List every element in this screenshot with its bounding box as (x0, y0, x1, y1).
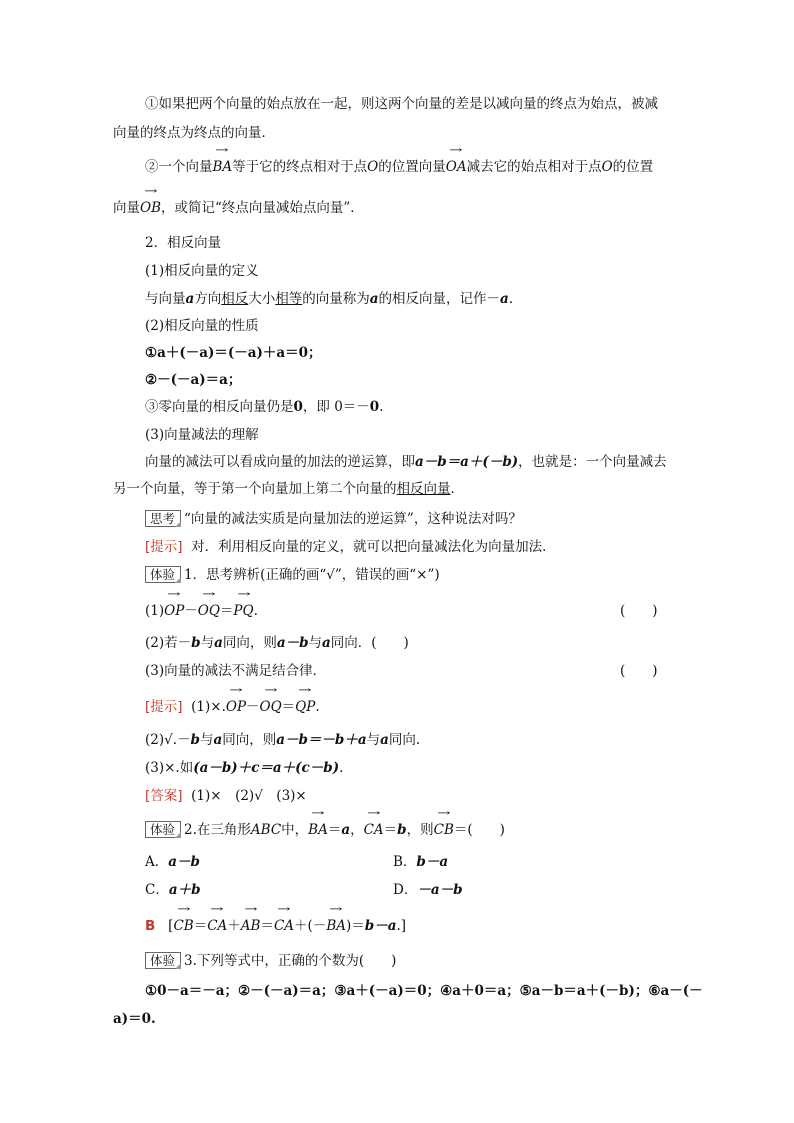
answer-blank-3: ( ) (620, 663, 658, 679)
question-1: (1)→ OP－→ OQ＝→ PQ. (145, 601, 258, 621)
option-a: A．a－b (145, 854, 200, 870)
section-2-heading: 2．相反向量 (145, 235, 222, 251)
option-d: D．－a－b (393, 882, 463, 898)
exercise-tag-3: 体验 (145, 952, 181, 969)
subtraction-line-2: 另一个向量，等于第一个向量加上第二个向量的相反向量． (113, 481, 464, 497)
property-2: ②－(－a)＝a； (145, 372, 242, 388)
paragraph-2-line-1: ②一个向量→ BA等于它的终点相对于点O的位置向量→ OA减去它的始点相对于点O的位置 (145, 157, 653, 177)
subtraction-line-1: 向量的减法可以看成向量的加法的逆运算，即a－b＝a＋(－b)，也就是：一个向量减去 (145, 454, 667, 470)
answer-tag: [答案] (145, 788, 183, 804)
paragraph-2-line-2: 向量→ OB，或简记“终点向量减始点向量”． (113, 198, 364, 218)
exercise-2-title: 体验 2.在三角形ABC中，→ BA＝a，→ CA＝b，则→ CB＝( ) (145, 820, 505, 840)
vector-BA: → BA (213, 157, 233, 177)
property-1: ①a＋(－a)＝(－a)＋a＝0； (145, 345, 322, 361)
hint-tag-2: [提示] (145, 699, 183, 715)
vector-OB: → OB (140, 198, 161, 218)
exercise-1-title: 体验 1．思考辨析(正确的画“√”，错误的画“×”) (145, 565, 440, 585)
hint-block: [提示] 对．利用相反向量的定义，就可以把向量减法化为向量加法． (145, 539, 556, 555)
option-b: B．b－a (393, 854, 449, 870)
hint-2-line-1: [提示] (1)×.→ OP－→ OQ＝→ QP. (145, 697, 320, 717)
paragraph-1-line-1: ①如果把两个向量的始点放在一起，则这两个向量的差是以减向量的终点为始点，被减 (145, 96, 658, 112)
definition-line: 与向量a方向相反大小相等的向量称为a的相反向量，记作－a. (145, 291, 514, 307)
option-c: C．a＋b (145, 882, 201, 898)
question-2: (2)若－b与a同向，则a－b与a同向．( ) (145, 635, 409, 651)
exercise-3-title: 体验 3.下列等式中，正确的个数为( ) (145, 951, 396, 971)
answer-blank-1: ( ) (620, 603, 658, 619)
property-3: ③零向量的相反向量仍是0，即 0＝－0. (145, 399, 384, 415)
hint-2-line-2: (2)√.－b与a同向，则a－b＝－b＋a与a同向. (145, 732, 421, 748)
equations-line-2: a)＝0. (113, 1011, 156, 1027)
think-block: 思考 “向量的减法实质是向量加法的逆运算”，这种说法对吗？ (145, 509, 522, 529)
solution-line: B [→ CB＝→ CA＋→ AB＝→ CA＋(－→ BA)＝b－a.] (145, 916, 406, 936)
exercise-tag: 体验 (145, 566, 181, 583)
solution-answer: B (145, 918, 156, 934)
exercise-tag-2: 体验 (145, 821, 181, 838)
vector-OA: → OA (446, 157, 467, 177)
subsection-2-title: (2)相反向量的性质 (145, 318, 259, 334)
hint-2-line-3: (3)×.如(a－b)＋c＝a＋(c－b). (145, 760, 344, 776)
subsection-3-title: (3)向量减法的理解 (145, 427, 259, 443)
answer-line: [答案] (1)× (2)√ (3)× (145, 788, 307, 804)
hint-tag: [提示] (145, 539, 183, 555)
paragraph-1-line-2: 向量的终点为终点的向量． (113, 125, 275, 141)
think-tag: 思考 (145, 510, 181, 527)
equations-line-1: ①0－a＝－a；②－(－a)＝a；③a＋(－a)＝0；④a＋0＝a；⑤a－b＝a＋(－b)；⑥a－(－ (145, 983, 703, 999)
subsection-1-title: (1)相反向量的定义 (145, 263, 259, 279)
question-3: (3)向量的减法不满足结合律． (145, 663, 327, 679)
